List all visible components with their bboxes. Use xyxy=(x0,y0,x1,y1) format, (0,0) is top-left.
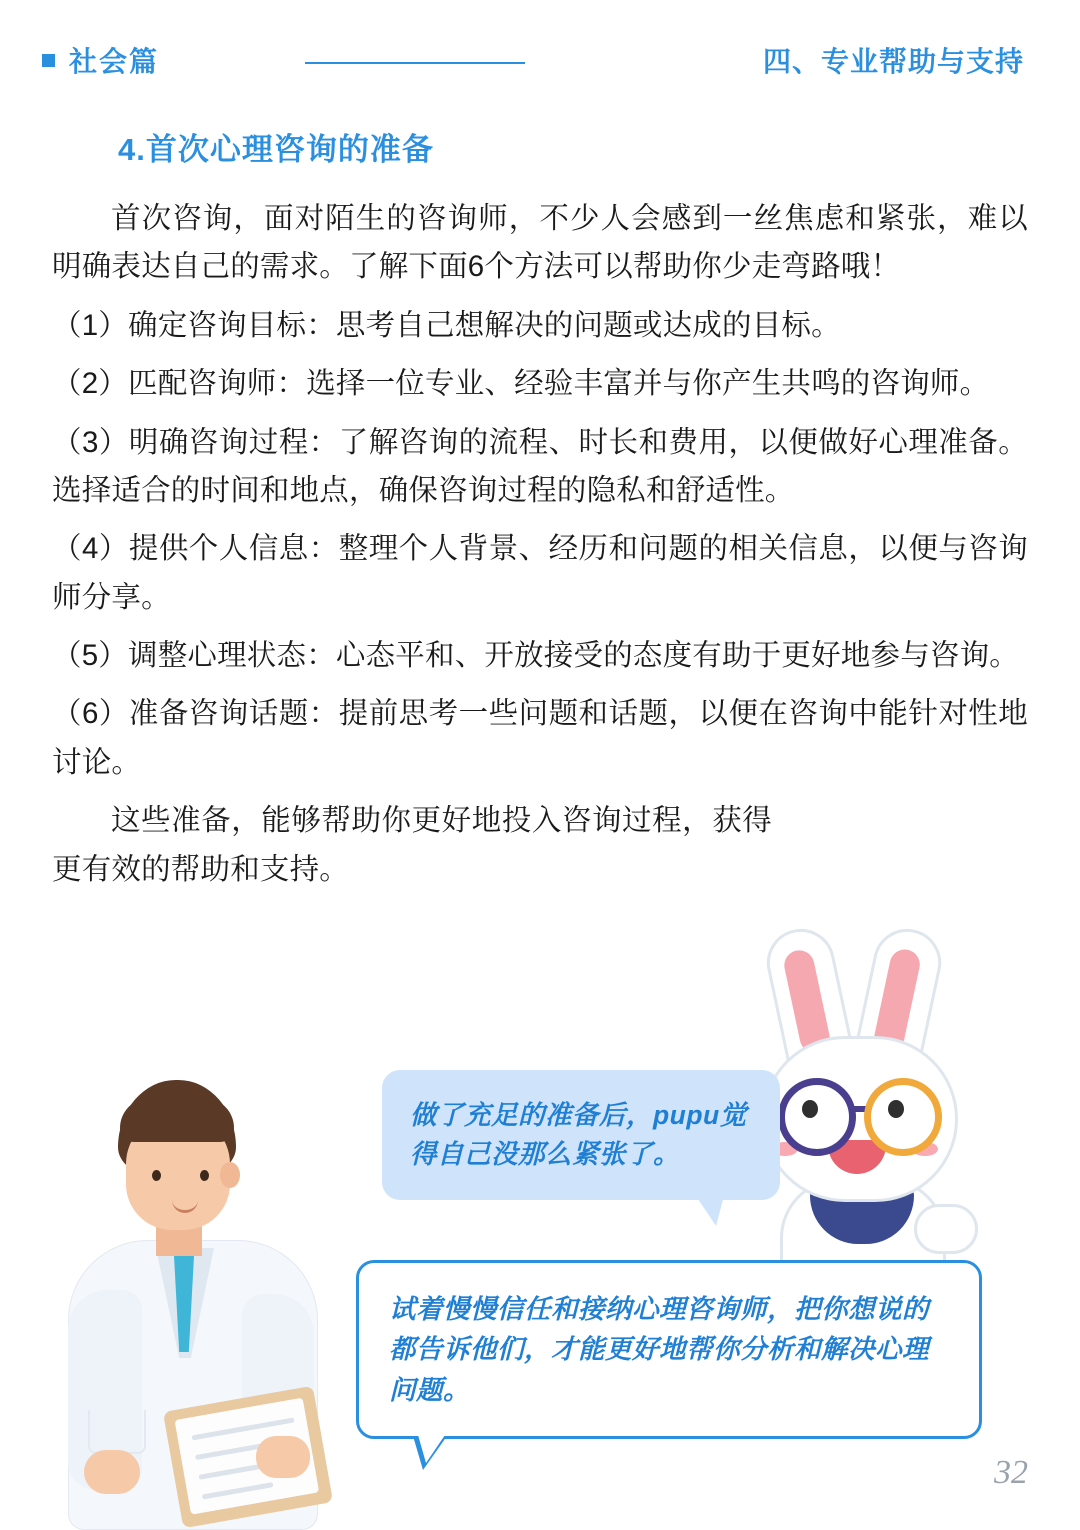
header-chapter-label: 社会篇 xyxy=(69,46,160,77)
doctor-right-hand xyxy=(256,1436,310,1478)
rabbit-bubble-tail-icon xyxy=(696,1196,724,1226)
page-title: 4.首次心理咨询的准备 xyxy=(118,132,434,167)
page-content xyxy=(52,124,1028,904)
doctor-hair-fringe xyxy=(120,1098,234,1142)
doctor-right-eye xyxy=(200,1170,209,1181)
rabbit-speech-bubble xyxy=(382,1070,780,1200)
header-section-label: 四、专业帮助与支持 xyxy=(762,46,1024,77)
clipboard-line xyxy=(202,1482,274,1499)
paragraph-item-1: （1）确定咨询目标：思考自己想解决的问题或达成的目标。 xyxy=(52,308,841,342)
rabbit-left-glasses-lens xyxy=(778,1078,856,1156)
paragraph-item-3: （3）明确咨询过程：了解咨询的流程、时长和费用，以便做好心理准备。选择适合的时间和地点，确保咨询过程的隐私和舒适性。 xyxy=(52,425,1028,507)
square-bullet-icon xyxy=(42,54,55,67)
paragraph-closing: 这些准备，能够帮助你更好地投入咨询过程，获得更有效的帮助和支持。 xyxy=(52,804,772,886)
page-number: 32 xyxy=(994,1454,1028,1491)
paragraph-item-2: （2）匹配咨询师：选择一位专业、经验丰富并与你产生共鸣的咨询师。 xyxy=(52,367,990,401)
doctor-ear xyxy=(220,1162,240,1188)
doctor-speech-text: 试着慢慢信任和接纳心理咨询师，把你想说的都告诉他们，才能更好地帮你分析和解决心理问题。 xyxy=(389,1294,929,1405)
rabbit-right-eye xyxy=(888,1100,904,1118)
doctor-illustration xyxy=(60,1080,390,1526)
paragraph-item-5: （5）调整心理状态：心态平和、开放接受的态度有助于更好地参与咨询。 xyxy=(52,639,1020,672)
paragraph-item-4: （4）提供个人信息：整理个人背景、经历和问题的相关信息，以便与咨询师分享。 xyxy=(52,532,1028,614)
rabbit-left-eye xyxy=(802,1100,818,1118)
doctor-left-hand xyxy=(84,1450,140,1494)
doctor-bubble-tail-inner-icon xyxy=(418,1435,445,1463)
paragraph-item-6: （6）准备咨询话题：提前思考一些问题和话题，以便在咨询中能针对性地讨论。 xyxy=(52,697,1028,779)
header-divider-line xyxy=(305,62,525,64)
header-left-group xyxy=(42,40,159,80)
paragraph-intro: 首次咨询，面对陌生的咨询师，不少人会感到一丝焦虑和紧张，难以明确表达自己的需求。了解下面6个方法可以帮助你少走弯路哦！ xyxy=(52,202,1028,284)
doctor-left-eye xyxy=(152,1170,161,1181)
illustration-area xyxy=(0,920,1080,1526)
doctor-coat-pocket xyxy=(88,1410,146,1454)
page-header xyxy=(0,36,1080,92)
doctor-speech-bubble xyxy=(356,1260,982,1439)
rabbit-speech-text: 做了充足的准备后，pupu觉得自己没那么紧张了。 xyxy=(410,1100,747,1170)
rabbit-arm xyxy=(914,1204,978,1254)
rabbit-right-glasses-lens xyxy=(864,1078,942,1156)
